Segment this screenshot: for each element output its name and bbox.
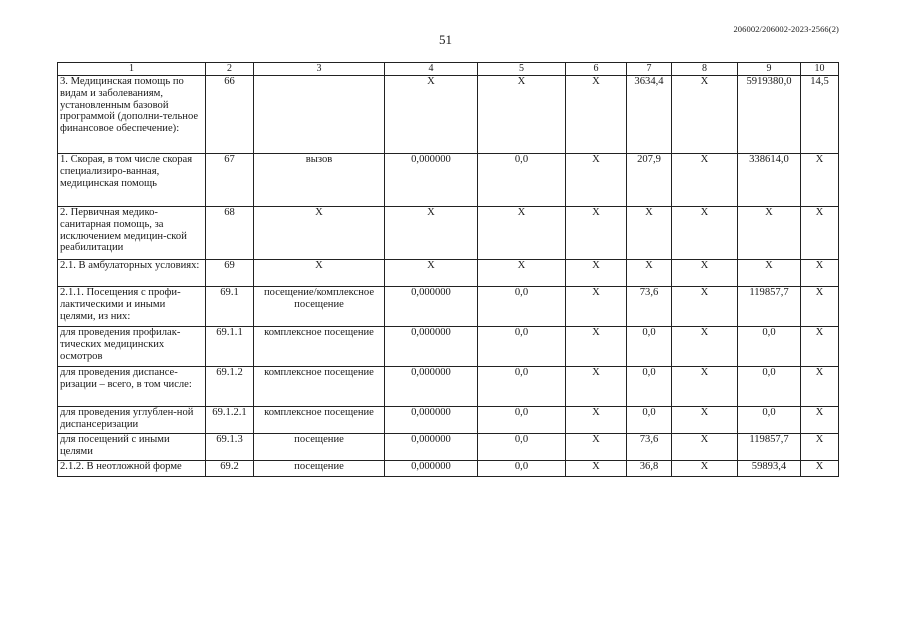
table-cell-col-7: 0,0 [627, 327, 672, 367]
table-row [58, 407, 839, 434]
table-cell-col-8: X [672, 154, 738, 207]
table-cell-col-9: X [738, 260, 801, 287]
table-row [58, 367, 839, 407]
table-cell-col-6: X [566, 287, 627, 327]
column-number-9: 9 [738, 63, 801, 76]
table-cell-col-7: 207,9 [627, 154, 672, 207]
table-cell-col-8: X [672, 367, 738, 407]
table-row [58, 260, 839, 287]
table-cell-col-9: 0,0 [738, 407, 801, 434]
table-cell-col-2: 69.1.1 [206, 327, 254, 367]
table-cell-col-7: X [627, 260, 672, 287]
page-number: 51 [439, 32, 452, 47]
table-cell-col-2: 69.1 [206, 287, 254, 327]
table-row [58, 434, 839, 461]
table-cell-col-4: 0,000000 [385, 434, 478, 461]
table-cell-col-9: 119857,7 [738, 287, 801, 327]
table-cell-col-1: 1. Скорая, в том числе скорая специализиро-ванная, медицинская помощь [58, 154, 206, 207]
column-number-8: 8 [672, 63, 738, 76]
table-cell-col-3: посещение [254, 434, 385, 461]
table-cell-col-2: 69.2 [206, 461, 254, 477]
table-cell-col-6: X [566, 367, 627, 407]
table-cell-col-7: 73,6 [627, 287, 672, 327]
table-cell-col-10: X [801, 260, 839, 287]
table-cell-col-7: X [627, 207, 672, 260]
table-cell-col-9: 0,0 [738, 327, 801, 367]
table-cell-col-10: X [801, 207, 839, 260]
table-cell-col-8: X [672, 260, 738, 287]
table-cell-col-9: 59893,4 [738, 461, 801, 477]
table-cell-col-6: X [566, 327, 627, 367]
table-cell-col-3: комплексное посещение [254, 367, 385, 407]
table-row [58, 207, 839, 260]
table-cell-col-6: X [566, 207, 627, 260]
table-cell-col-10: X [801, 287, 839, 327]
table-cell-col-8: X [672, 287, 738, 327]
table-cell-col-10: 14,5 [801, 76, 839, 154]
table-cell-col-10: X [801, 327, 839, 367]
table-cell-col-2: 68 [206, 207, 254, 260]
table-cell-col-5: 0,0 [478, 327, 566, 367]
table-cell-col-6: X [566, 461, 627, 477]
table-cell-col-10: X [801, 434, 839, 461]
table-cell-col-2: 66 [206, 76, 254, 154]
table-cell-col-5: X [478, 76, 566, 154]
table-cell-col-1: 2. Первичная медико-санитарная помощь, за исключением медицин-ской реабилитации [58, 207, 206, 260]
table-cell-col-5: X [478, 207, 566, 260]
table-cell-col-8: X [672, 407, 738, 434]
table-cell-col-9: 338614,0 [738, 154, 801, 207]
table-cell-col-7: 0,0 [627, 407, 672, 434]
table-cell-col-10: X [801, 407, 839, 434]
table-header-row [58, 63, 839, 76]
table-cell-col-5: 0,0 [478, 407, 566, 434]
table-row [58, 76, 839, 154]
table-cell-col-3: комплексное посещение [254, 407, 385, 434]
table-cell-col-9: 0,0 [738, 367, 801, 407]
table-cell-col-8: X [672, 461, 738, 477]
data-table [57, 62, 839, 477]
table-cell-col-7: 73,6 [627, 434, 672, 461]
table-cell-col-7: 3634,4 [627, 76, 672, 154]
table-cell-col-6: X [566, 434, 627, 461]
table-cell-col-1: для проведения профилак-тических медицинских осмотров [58, 327, 206, 367]
column-number-7: 7 [627, 63, 672, 76]
table-cell-col-3 [254, 76, 385, 154]
table-cell-col-10: X [801, 367, 839, 407]
table-cell-col-1: для проведения диспансе-ризации – всего, в том числе: [58, 367, 206, 407]
table-cell-col-6: X [566, 407, 627, 434]
table-cell-col-4: X [385, 76, 478, 154]
table-cell-col-4: 0,000000 [385, 287, 478, 327]
table-cell-col-5: 0,0 [478, 154, 566, 207]
table-cell-col-4: X [385, 207, 478, 260]
table-row [58, 327, 839, 367]
table-cell-col-3: посещение [254, 461, 385, 477]
table-cell-col-2: 67 [206, 154, 254, 207]
table-cell-col-4: X [385, 260, 478, 287]
table-cell-col-6: X [566, 76, 627, 154]
column-number-10: 10 [801, 63, 839, 76]
table-cell-col-3: вызов [254, 154, 385, 207]
table-row [58, 154, 839, 207]
table-cell-col-2: 69 [206, 260, 254, 287]
table-cell-col-4: 0,000000 [385, 407, 478, 434]
document-id: 206002/206002-2023-2566(2) [733, 24, 839, 34]
table-cell-col-1: 2.1.2. В неотложной форме [58, 461, 206, 477]
table-cell-col-8: X [672, 76, 738, 154]
column-number-4: 4 [385, 63, 478, 76]
table-cell-col-5: 0,0 [478, 434, 566, 461]
table-cell-col-7: 0,0 [627, 367, 672, 407]
table-cell-col-9: X [738, 207, 801, 260]
table-cell-col-4: 0,000000 [385, 327, 478, 367]
table-cell-col-3: X [254, 260, 385, 287]
table-cell-col-6: X [566, 260, 627, 287]
table-cell-col-1: 2.1.1. Посещения с профи-лактическими и иными целями, из них: [58, 287, 206, 327]
table-cell-col-3: X [254, 207, 385, 260]
table-row [58, 461, 839, 477]
column-number-6: 6 [566, 63, 627, 76]
table-cell-col-8: X [672, 207, 738, 260]
column-number-3: 3 [254, 63, 385, 76]
column-number-5: 5 [478, 63, 566, 76]
table-cell-col-1: для проведения углублен-ной диспансеризации [58, 407, 206, 434]
table-cell-col-4: 0,000000 [385, 367, 478, 407]
table-cell-col-3: комплексное посещение [254, 327, 385, 367]
table-cell-col-9: 5919380,0 [738, 76, 801, 154]
table-cell-col-8: X [672, 434, 738, 461]
table-cell-col-4: 0,000000 [385, 461, 478, 477]
column-number-2: 2 [206, 63, 254, 76]
table-body [58, 63, 839, 477]
table-cell-col-7: 36,8 [627, 461, 672, 477]
table-cell-col-10: X [801, 154, 839, 207]
table-cell-col-9: 119857,7 [738, 434, 801, 461]
table-cell-col-1: для посещений с иными целями [58, 434, 206, 461]
column-number-1: 1 [58, 63, 206, 76]
table-cell-col-5: 0,0 [478, 287, 566, 327]
table-row [58, 287, 839, 327]
table-cell-col-1: 2.1. В амбулаторных условиях: [58, 260, 206, 287]
table-cell-col-1: 3. Медицинская помощь по видам и заболеваниям, установленным базовой программой (дополни-тельное финансовое обеспечение): [58, 76, 206, 154]
table-cell-col-5: X [478, 260, 566, 287]
table-cell-col-10: X [801, 461, 839, 477]
table-cell-col-5: 0,0 [478, 461, 566, 477]
table-cell-col-2: 69.1.2 [206, 367, 254, 407]
table-cell-col-2: 69.1.3 [206, 434, 254, 461]
table-cell-col-2: 69.1.2.1 [206, 407, 254, 434]
table-cell-col-3: посещение/комплексное посещение [254, 287, 385, 327]
table-cell-col-8: X [672, 327, 738, 367]
table-cell-col-6: X [566, 154, 627, 207]
table-cell-col-4: 0,000000 [385, 154, 478, 207]
table-cell-col-5: 0,0 [478, 367, 566, 407]
